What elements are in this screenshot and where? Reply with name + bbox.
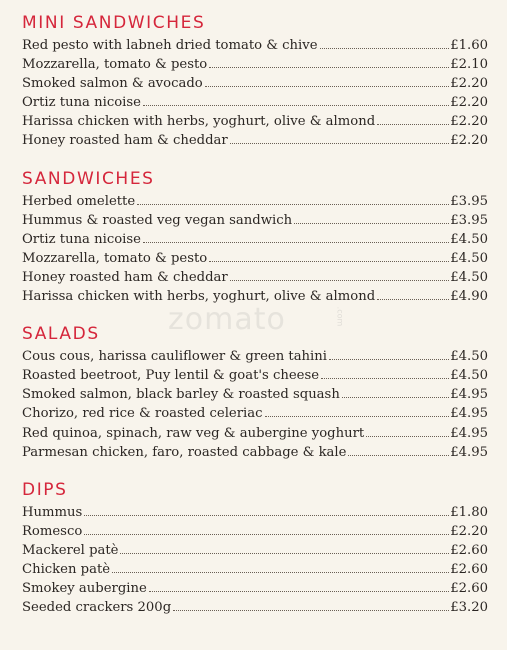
menu-item bbox=[22, 287, 488, 306]
item-price: £2.60 bbox=[450, 542, 488, 558]
dotted-leader bbox=[366, 436, 449, 437]
dotted-leader bbox=[84, 534, 449, 535]
item-price: £4.95 bbox=[450, 425, 488, 441]
dotted-leader bbox=[149, 591, 449, 592]
item-price: £2.20 bbox=[450, 95, 488, 111]
item-name: Ortiz tuna nicoise bbox=[22, 95, 141, 111]
menu-item bbox=[22, 560, 488, 579]
item-price: £4.50 bbox=[450, 368, 488, 384]
dotted-leader bbox=[205, 86, 450, 87]
item-price: £1.60 bbox=[450, 38, 488, 53]
menu bbox=[22, 12, 488, 634]
menu-item bbox=[22, 230, 488, 249]
section-salads bbox=[22, 323, 488, 462]
item-price: £2.20 bbox=[450, 523, 488, 539]
menu-item bbox=[22, 249, 488, 268]
item-price: £2.20 bbox=[450, 133, 488, 149]
section-title: MINI SANDWICHES bbox=[22, 13, 206, 33]
item-price: £3.20 bbox=[450, 600, 488, 616]
item-name: Honey roasted ham & cheddar bbox=[22, 269, 228, 285]
menu-item bbox=[22, 366, 488, 385]
item-name: Parmesan chicken, faro, roasted cabbage & kale bbox=[22, 444, 347, 460]
menu-item bbox=[22, 55, 488, 74]
item-price: £4.50 bbox=[450, 250, 488, 266]
dotted-leader bbox=[173, 610, 449, 611]
section-dips bbox=[22, 479, 488, 618]
item-price: £2.60 bbox=[450, 561, 488, 577]
dotted-leader bbox=[230, 143, 450, 144]
dotted-leader bbox=[209, 261, 449, 262]
item-name: Cous cous, harissa cauliflower & green tahini bbox=[22, 349, 327, 365]
watermark-suffix: .com bbox=[335, 306, 345, 327]
dotted-leader bbox=[377, 299, 449, 300]
section-sandwiches bbox=[22, 168, 488, 307]
item-name: Smokey aubergine bbox=[22, 581, 147, 597]
menu-item bbox=[22, 385, 488, 404]
dotted-leader bbox=[329, 359, 449, 360]
menu-item bbox=[22, 131, 488, 150]
item-price: £2.20 bbox=[450, 76, 488, 92]
menu-item bbox=[22, 211, 488, 230]
dotted-leader bbox=[137, 204, 449, 205]
item-price: £4.50 bbox=[450, 269, 488, 285]
item-name: Hummus bbox=[22, 504, 83, 520]
menu-item bbox=[22, 268, 488, 287]
item-price: £4.50 bbox=[450, 231, 488, 247]
dotted-leader bbox=[84, 515, 449, 516]
item-price: £2.60 bbox=[450, 581, 488, 597]
dotted-leader bbox=[112, 572, 449, 573]
item-name: Seeded crackers 200g bbox=[22, 600, 172, 616]
menu-item bbox=[22, 522, 488, 541]
item-name: Honey roasted ham & cheddar bbox=[22, 133, 228, 149]
item-name: Ortiz tuna nicoise bbox=[22, 231, 141, 247]
item-name: Harissa chicken with herbs, yoghurt, olive & almond bbox=[22, 289, 376, 305]
dotted-leader bbox=[294, 223, 449, 224]
section-title: DIPS bbox=[22, 479, 68, 500]
item-price: £4.95 bbox=[450, 387, 488, 403]
item-name: Romesco bbox=[22, 523, 83, 539]
item-name: Roasted beetroot, Puy lentil & goat's cheese bbox=[22, 368, 320, 384]
dotted-leader bbox=[377, 124, 449, 125]
item-name: Harissa chicken with herbs, yoghurt, olive & almond bbox=[22, 114, 376, 130]
item-price: £4.90 bbox=[450, 289, 488, 305]
menu-item bbox=[22, 424, 488, 443]
item-name: Mozzarella, tomato & pesto bbox=[22, 250, 208, 266]
menu-item bbox=[22, 93, 488, 112]
menu-item bbox=[22, 192, 488, 211]
item-name: Hummus & roasted veg vegan sandwich bbox=[22, 212, 293, 228]
item-name: Herbed omelette bbox=[22, 193, 136, 209]
item-name: Chorizo, red rice & roasted celeriac bbox=[22, 406, 263, 422]
dotted-leader bbox=[348, 455, 449, 456]
item-price: £4.95 bbox=[450, 406, 488, 422]
item-price: £2.10 bbox=[450, 57, 488, 73]
menu-item bbox=[22, 112, 488, 131]
menu-item bbox=[22, 503, 488, 522]
dotted-leader bbox=[209, 67, 449, 68]
menu-item bbox=[22, 74, 488, 93]
menu-item bbox=[22, 347, 488, 366]
menu-item bbox=[22, 598, 488, 617]
dotted-leader bbox=[143, 105, 449, 106]
dotted-leader bbox=[265, 416, 450, 417]
item-price: £4.95 bbox=[450, 444, 488, 460]
item-name: Smoked salmon, black barley & roasted squash bbox=[22, 387, 340, 403]
item-price: £1.80 bbox=[450, 504, 488, 520]
watermark: zomato bbox=[168, 302, 286, 337]
menu-item bbox=[22, 443, 488, 462]
item-price: £2.20 bbox=[450, 114, 488, 130]
dotted-leader bbox=[120, 553, 449, 554]
item-name: Red pesto with labneh dried tomato & chive bbox=[22, 38, 318, 53]
section-mini-sandwiches bbox=[22, 12, 488, 151]
menu-item bbox=[22, 579, 488, 598]
menu-item bbox=[22, 541, 488, 560]
section-title: SANDWICHES bbox=[22, 168, 155, 189]
item-name: Mackerel patè bbox=[22, 542, 119, 558]
dotted-leader bbox=[342, 397, 449, 398]
item-name: Chicken patè bbox=[22, 561, 111, 577]
menu-item bbox=[22, 404, 488, 423]
item-name: Smoked salmon & avocado bbox=[22, 76, 203, 92]
item-name: Mozzarella, tomato & pesto bbox=[22, 57, 208, 73]
item-price: £3.95 bbox=[450, 212, 488, 228]
dotted-leader bbox=[321, 378, 449, 379]
section-title: SALADS bbox=[22, 324, 100, 345]
dotted-leader bbox=[320, 48, 450, 49]
menu-item bbox=[22, 36, 488, 55]
item-name: Red quinoa, spinach, raw veg & aubergine yoghurt bbox=[22, 425, 365, 441]
dotted-leader bbox=[143, 242, 449, 243]
item-price: £4.50 bbox=[450, 349, 488, 365]
dotted-leader bbox=[230, 280, 450, 281]
item-price: £3.95 bbox=[450, 193, 488, 209]
